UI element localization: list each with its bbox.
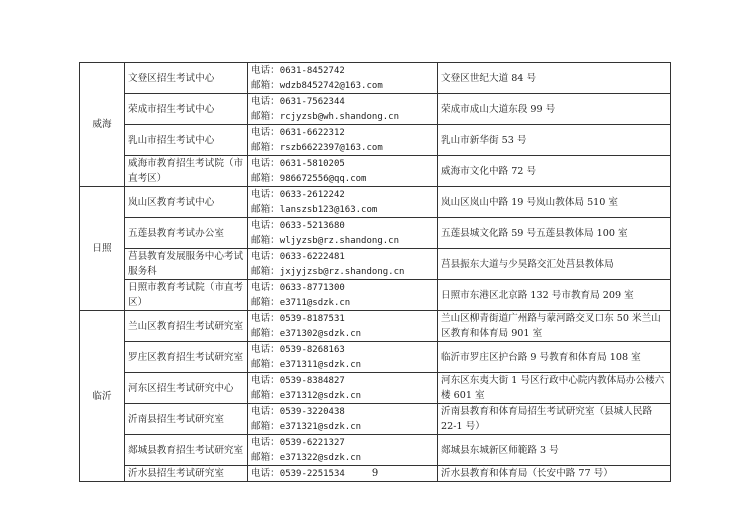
org-name-cell: 岚山区教育考试中心 (125, 187, 248, 218)
phone-line (251, 280, 437, 295)
phone-line (251, 94, 437, 109)
phone-value: 0633-5213680 (279, 221, 345, 231)
address-cell: 河东区东夷大街 1 号区行政中心院内教体局办公楼六楼 601 室 (438, 373, 671, 404)
org-name-cell: 文登区招生考试中心 (125, 63, 248, 94)
phone-value: 0631-5810205 (279, 159, 345, 169)
address-cell: 威海市文化中路 72 号 (438, 156, 671, 187)
org-name-cell: 莒县教育发展服务中心考试服务科 (125, 249, 248, 280)
phone-line (251, 342, 437, 357)
table-row (80, 404, 671, 435)
email-label: 邮箱： (251, 421, 280, 432)
email-line (251, 326, 437, 341)
phone-value: 0633-6222481 (279, 252, 345, 262)
phone-label: 电话： (251, 468, 280, 479)
org-name-cell: 罗庄区教育招生考试研究室 (125, 342, 248, 373)
phone-label: 电话： (251, 65, 280, 76)
phone-value: 0539-2251534 (279, 469, 345, 479)
org-name-cell: 郯城县教育招生考试研究室 (125, 435, 248, 466)
phone-label: 电话： (251, 406, 280, 417)
email-value[interactable]: 986672556@qq.com (279, 174, 367, 184)
email-value[interactable]: e3711@sdzk.cn (279, 298, 351, 308)
email-value[interactable]: e371312@sdzk.cn (279, 391, 362, 401)
phone-label: 电话： (251, 158, 280, 169)
phone-line (251, 311, 437, 326)
table-row (80, 156, 671, 187)
phone-line (251, 218, 437, 233)
phone-label: 电话： (251, 313, 280, 324)
phone-value: 0539-6221327 (279, 438, 345, 448)
email-value[interactable]: lanszsb123@163.com (279, 205, 378, 215)
email-label: 邮箱： (251, 297, 280, 308)
email-value[interactable]: wljyzsb@rz.shandong.cn (279, 236, 399, 246)
email-value[interactable]: jxjyjzsb@rz.shandong.cn (279, 267, 405, 277)
phone-value: 0539-8268163 (279, 345, 345, 355)
table-row (80, 280, 671, 311)
email-line (251, 357, 437, 372)
phone-label: 电话： (251, 127, 280, 138)
contact-cell (248, 218, 438, 249)
table-row (80, 342, 671, 373)
contact-cell (248, 311, 438, 342)
email-label: 邮箱： (251, 142, 280, 153)
table-row (80, 218, 671, 249)
contact-cell (248, 94, 438, 125)
contact-cell (248, 342, 438, 373)
table-row (80, 94, 671, 125)
address-cell: 沂南县教育和体育局招生考试研究室（县城人民路 22-1 号） (438, 404, 671, 435)
email-line (251, 295, 437, 310)
contact-cell (248, 63, 438, 94)
email-label: 邮箱： (251, 235, 280, 246)
phone-label: 电话： (251, 282, 280, 293)
address-cell: 荣成市成山大道东段 99 号 (438, 94, 671, 125)
phone-value: 0539-3220438 (279, 407, 345, 417)
address-cell: 兰山区柳青街道广州路与蒙河路交叉口东 50 米兰山区教育和体育局 901 室 (438, 311, 671, 342)
table-row (80, 63, 671, 94)
phone-label: 电话： (251, 344, 280, 355)
city-cell: 临沂 (80, 311, 125, 482)
phone-label: 电话： (251, 437, 280, 448)
email-label: 邮箱： (251, 80, 280, 91)
city-cell: 威海 (80, 63, 125, 187)
phone-value: 0631-6622312 (279, 128, 345, 138)
org-name-cell: 沂水县招生考试研究室 (125, 466, 248, 482)
org-name-cell: 河东区招生考试研究中心 (125, 373, 248, 404)
contact-cell (248, 125, 438, 156)
address-cell: 沂水县教育和体育局（长安中路 77 号） (438, 466, 671, 482)
page-number: 9 (371, 468, 379, 479)
city-cell: 日照 (80, 187, 125, 311)
phone-label: 电话： (251, 251, 280, 262)
phone-line (251, 63, 437, 78)
phone-value: 0539-8187531 (279, 314, 345, 324)
email-label: 邮箱： (251, 204, 280, 215)
email-value[interactable]: rcjyzsb@wh.shandong.cn (279, 112, 399, 122)
address-cell: 日照市东港区北京路 132 号市教育局 209 室 (438, 280, 671, 311)
email-line (251, 388, 437, 403)
email-line (251, 202, 437, 217)
address-cell: 岚山区岚山中路 19 号岚山教体局 510 室 (438, 187, 671, 218)
contact-cell (248, 280, 438, 311)
table-row (80, 435, 671, 466)
address-cell: 莒县振东大道与少昊路交汇处莒县教体局 (438, 249, 671, 280)
contact-table (79, 62, 671, 482)
email-label: 邮箱： (251, 111, 280, 122)
table-row (80, 125, 671, 156)
email-line (251, 109, 437, 124)
email-line (251, 140, 437, 155)
email-line (251, 450, 437, 465)
email-line (251, 233, 437, 248)
table-row (80, 373, 671, 404)
email-label: 邮箱： (251, 390, 280, 401)
email-value[interactable]: e371322@sdzk.cn (279, 453, 362, 463)
phone-line (251, 373, 437, 388)
org-name-cell: 五莲县教育考试办公室 (125, 218, 248, 249)
org-name-cell: 威海市教育招生考试院（市直考区） (125, 156, 248, 187)
email-line (251, 78, 437, 93)
contact-cell (248, 373, 438, 404)
table-row (80, 187, 671, 218)
email-value[interactable]: wdzb8452742@163.com (279, 81, 383, 91)
contact-cell (248, 249, 438, 280)
phone-value: 0539-8384827 (279, 376, 345, 386)
contact-cell (248, 435, 438, 466)
email-label: 邮箱： (251, 328, 280, 339)
phone-label: 电话： (251, 189, 280, 200)
email-value[interactable]: rszb6622397@163.com (279, 143, 383, 153)
email-line (251, 171, 437, 186)
address-cell: 郯城县东城新区师範路 3 号 (438, 435, 671, 466)
phone-line (251, 404, 437, 419)
address-cell: 五莲县城文化路 59 号五莲县教体局 100 室 (438, 218, 671, 249)
email-label: 邮箱： (251, 266, 280, 277)
email-line (251, 264, 437, 279)
phone-value: 0633-8771300 (279, 283, 345, 293)
address-cell: 文登区世纪大道 84 号 (438, 63, 671, 94)
email-label: 邮箱： (251, 452, 280, 463)
phone-label: 电话： (251, 220, 280, 231)
email-label: 邮箱： (251, 173, 280, 184)
phone-label: 电话： (251, 375, 280, 386)
org-name-cell: 日照市教育考试院（市直考区） (125, 280, 248, 311)
org-name-cell: 乳山市招生考试中心 (125, 125, 248, 156)
phone-line (251, 156, 437, 171)
phone-value: 0633-2612242 (279, 190, 345, 200)
contact-cell (248, 404, 438, 435)
email-label: 邮箱： (251, 359, 280, 370)
email-line (251, 419, 437, 434)
org-name-cell: 荣成市招生考试中心 (125, 94, 248, 125)
phone-line (251, 125, 437, 140)
org-name-cell: 兰山区教育招生考试研究室 (125, 311, 248, 342)
email-value[interactable]: e371302@sdzk.cn (279, 329, 362, 339)
table-row (80, 249, 671, 280)
org-name-cell: 沂南县招生考试研究室 (125, 404, 248, 435)
email-value[interactable]: e371311@sdzk.cn (279, 360, 362, 370)
phone-value: 0631-7562344 (279, 97, 345, 107)
contact-cell (248, 156, 438, 187)
address-cell: 临沂市罗庄区护台路 9 号教育和体育局 108 室 (438, 342, 671, 373)
contact-cell (248, 187, 438, 218)
phone-line (251, 187, 437, 202)
phone-line (251, 435, 437, 450)
phone-value: 0631-8452742 (279, 66, 345, 76)
address-cell: 乳山市新华街 53 号 (438, 125, 671, 156)
email-value[interactable]: e371321@sdzk.cn (279, 422, 362, 432)
phone-line (251, 249, 437, 264)
phone-label: 电话： (251, 96, 280, 107)
table-row (80, 311, 671, 342)
